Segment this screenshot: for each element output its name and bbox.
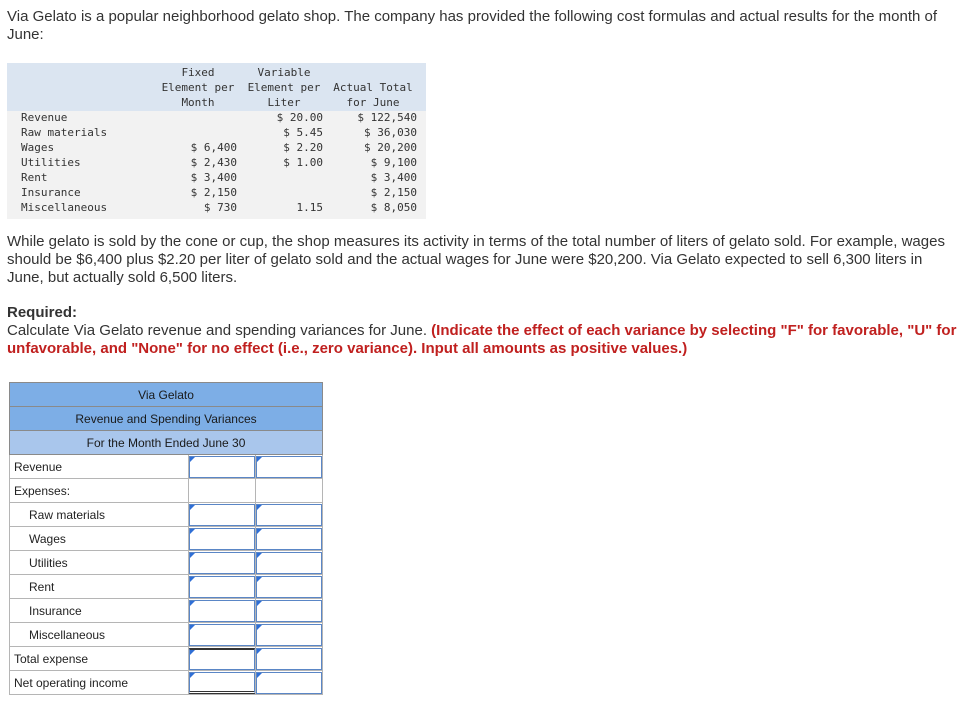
header-variable-3: Liter <box>267 96 301 109</box>
cost-actual: $ 9,100 <box>370 156 417 169</box>
wages-variance-effect-select[interactable] <box>256 528 322 550</box>
variance-title-report: Revenue and Spending Variances <box>10 407 323 431</box>
cost-row-raw-materials <box>7 125 421 140</box>
cost-row-label: Insurance <box>21 186 81 199</box>
cost-actual: $ 2,150 <box>370 186 417 199</box>
cost-row-label: Utilities <box>21 156 81 169</box>
variance-row-revenue <box>10 455 323 479</box>
header-variable-2: Element per <box>247 81 321 94</box>
cost-header-row <box>7 65 421 80</box>
cost-fixed: $ 3,400 <box>190 171 237 184</box>
cost-actual: $ 8,050 <box>370 201 417 214</box>
row-label-net-operating-income: Net operating income <box>10 671 189 695</box>
insurance-variance-effect-select[interactable] <box>256 600 322 622</box>
header-fixed-2: Element per <box>161 81 235 94</box>
variance-title-company: Via Gelato <box>10 383 323 407</box>
insurance-variance-amount-input[interactable] <box>189 600 255 622</box>
revenue-variance-amount-input[interactable] <box>189 456 255 478</box>
header-actual-2: for June <box>346 96 400 109</box>
cost-row-label: Raw materials <box>21 126 108 139</box>
cost-fixed <box>159 125 245 140</box>
cost-row-label: Wages <box>21 141 55 154</box>
cost-row-label: Rent <box>21 171 48 184</box>
cost-variable: 1.15 <box>296 201 323 214</box>
header-actual-1: Actual Total <box>333 81 413 94</box>
cost-row-wages <box>7 140 421 155</box>
utilities-variance-effect-select[interactable] <box>256 552 322 574</box>
total-expense-variance-amount-input[interactable] <box>189 648 255 670</box>
cost-variable <box>245 170 329 185</box>
cost-variable: $ 1.00 <box>283 156 323 169</box>
variance-row-miscellaneous <box>10 623 323 647</box>
cost-row-revenue <box>7 110 421 125</box>
raw-materials-variance-effect-select[interactable] <box>256 504 322 526</box>
net-operating-income-variance-amount-input[interactable] <box>189 672 255 694</box>
header-fixed-3: Month <box>181 96 215 109</box>
row-label-raw-materials: Raw materials <box>10 503 189 527</box>
cost-fixed: $ 2,150 <box>190 186 237 199</box>
total-expense-variance-effect-select[interactable] <box>256 648 322 670</box>
cost-row-label: Revenue <box>21 111 68 124</box>
raw-materials-variance-amount-input[interactable] <box>189 504 255 526</box>
variance-row-insurance <box>10 599 323 623</box>
cost-variable: $ 5.45 <box>283 126 323 139</box>
cost-variable: $ 20.00 <box>276 111 323 124</box>
row-label-revenue: Revenue <box>10 455 189 479</box>
cost-variable: $ 2.20 <box>283 141 323 154</box>
cost-header-row <box>7 95 421 110</box>
intro-text: Via Gelato is a popular neighborhood gelato shop. The company has provided the following cost formulas and actual results for the month of June: <box>7 8 938 43</box>
wages-variance-amount-input[interactable] <box>189 528 255 550</box>
cost-variable <box>245 185 329 200</box>
row-label-rent: Rent <box>10 575 189 599</box>
cost-header-row <box>7 80 421 95</box>
variance-table <box>9 382 323 695</box>
required-instruction: (Indicate the effect of each variance by selecting "F" for favorable, "U" for unfavorable, and "None" for no effect (i.e., zero variance). Input all amounts as positive values.) <box>7 322 957 357</box>
variance-row-rent <box>10 575 323 599</box>
cost-row-insurance <box>7 185 421 200</box>
rent-variance-amount-input[interactable] <box>189 576 255 598</box>
cost-row-utilities <box>7 155 421 170</box>
variance-title-period: For the Month Ended June 30 <box>10 431 323 455</box>
rent-variance-effect-select[interactable] <box>256 576 322 598</box>
variance-row-raw-materials <box>10 503 323 527</box>
row-label-expenses: Expenses: <box>10 479 189 503</box>
row-label-insurance: Insurance <box>10 599 189 623</box>
miscellaneous-variance-amount-input[interactable] <box>189 624 255 646</box>
required-section <box>7 304 957 358</box>
header-fixed-1: Fixed <box>181 66 215 79</box>
cost-fixed <box>159 110 245 125</box>
cost-fixed: $ 730 <box>203 201 237 214</box>
variance-row-total-expense <box>10 647 323 671</box>
required-heading: Required: <box>7 304 78 321</box>
cost-actual: $ 36,030 <box>364 126 417 139</box>
variance-row-expenses <box>10 479 323 503</box>
row-label-miscellaneous: Miscellaneous <box>10 623 189 647</box>
variance-row-wages <box>10 527 323 551</box>
cost-actual: $ 122,540 <box>357 111 417 124</box>
cost-row-rent <box>7 170 421 185</box>
net-operating-income-variance-effect-select[interactable] <box>256 672 322 694</box>
miscellaneous-variance-effect-select[interactable] <box>256 624 322 646</box>
cost-actual: $ 3,400 <box>370 171 417 184</box>
cost-actual: $ 20,200 <box>364 141 417 154</box>
cost-row-miscellaneous <box>7 200 421 215</box>
cost-row-label: Miscellaneous <box>21 201 108 214</box>
header-variable-1: Variable <box>257 66 311 79</box>
required-text: Calculate Via Gelato revenue and spending variances for June. <box>7 322 432 339</box>
cost-formula-table <box>7 63 426 219</box>
row-label-utilities: Utilities <box>10 551 189 575</box>
revenue-variance-effect-select[interactable] <box>256 456 322 478</box>
activity-text: While gelato is sold by the cone or cup, the shop measures its activity in terms of the total number of liters of gelato sold. For example, wages should be $6,400 plus $2.20 per liter of gelato sold and the actual wages for June were $20,200. Via Gelato expected to sell 6,300 liters in June, but actually sold 6,500 liters. <box>7 233 945 286</box>
utilities-variance-amount-input[interactable] <box>189 552 255 574</box>
row-label-wages: Wages <box>10 527 189 551</box>
variance-row-net-operating-income <box>10 671 323 695</box>
row-label-total-expense: Total expense <box>10 647 189 671</box>
cost-fixed: $ 2,430 <box>190 156 237 169</box>
variance-row-utilities <box>10 551 323 575</box>
cost-fixed: $ 6,400 <box>190 141 237 154</box>
